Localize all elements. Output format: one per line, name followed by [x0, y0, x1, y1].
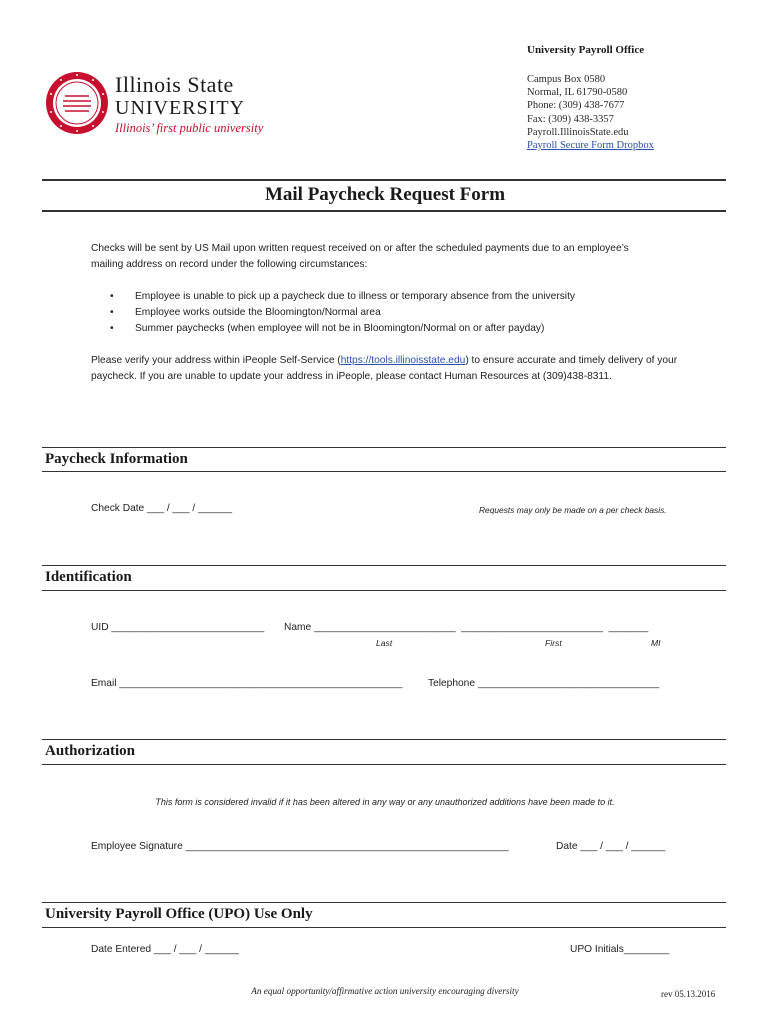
section-title-upo: University Payroll Office (UPO) Use Only [45, 906, 313, 922]
uid-field[interactable]: UID ___________________________ [91, 622, 265, 633]
verify-text-start: Please verify your address within iPeople Self-Service ( [91, 355, 341, 366]
contact-line: Phone: (309) 438-7677 [527, 100, 625, 112]
title-top-rule [42, 179, 726, 181]
signature-date-field[interactable]: Date ___ / ___ / ______ [556, 841, 666, 852]
university-seal-logo [44, 70, 110, 136]
verify-paragraph [91, 353, 691, 385]
contact-line: Payroll.IllinoisState.edu [527, 126, 629, 138]
name-field[interactable]: Name _________________________ _________________________ _______ [284, 622, 649, 633]
section-rule [42, 590, 726, 591]
list-item: • Summer paychecks (when employee will not be in Bloomington/Normal on or after payday) [110, 321, 575, 337]
section-title-identification: Identification [45, 569, 132, 585]
section-rule [42, 739, 726, 740]
first-name-label: First [545, 638, 562, 648]
invalid-form-note: This form is considered invalid if it has been altered in any way or any unauthorized additions have been made to it. [155, 797, 615, 807]
wordmark-tagline: Illinois’ first public university [115, 121, 264, 135]
contact-line: Campus Box 0580 [527, 74, 606, 85]
university-wordmark [115, 74, 263, 136]
email-field[interactable]: Email __________________________________________________ [91, 678, 403, 689]
circumstances-list [110, 289, 575, 338]
eeo-statement: An equal opportunity/affirmative action university encouraging diversity [251, 986, 519, 996]
title-bottom-rule [42, 210, 726, 212]
contact-block [527, 73, 654, 152]
wordmark-line-1: Illinois State [115, 72, 234, 97]
per-check-note: Requests may only be made on a per check basis. [479, 505, 667, 515]
revision-date: rev 05.13.2016 [661, 989, 716, 999]
section-rule [42, 447, 726, 448]
section-rule [42, 927, 726, 928]
dropbox-link[interactable]: Payroll Secure Form Dropbox [527, 140, 654, 152]
intro-paragraph: Checks will be sent by US Mail upon written request received on or after the scheduled payments due to an employee’s mailing address on record under the following circumstances: [91, 243, 629, 271]
middle-initial-label: MI [651, 638, 661, 648]
telephone-field[interactable]: Telephone ________________________________ [428, 678, 660, 689]
list-item: • Employee is unable to pick up a paycheck due to illness or temporary absence from the university [110, 289, 575, 305]
section-rule [42, 471, 726, 472]
last-name-label: Last [376, 638, 393, 648]
list-item: • Employee works outside the Bloomington/Normal area [110, 305, 575, 321]
office-name: University Payroll Office [527, 44, 645, 56]
upo-initials-field[interactable]: UPO Initials________ [570, 944, 670, 955]
verify-text-end: ) to ensure accurate and timely delivery of your paycheck. If you are unable to update your address in iPeople, please contact Human Resources at (309)438-8311. [91, 355, 678, 383]
section-title-paycheck: Paycheck Information [45, 451, 188, 467]
contact-line: Normal, IL 61790-0580 [527, 87, 628, 99]
contact-line: Fax: (309) 438-3357 [527, 113, 614, 125]
section-rule [42, 565, 726, 566]
form-title: Mail Paycheck Request Form [264, 184, 506, 205]
date-entered-field[interactable]: Date Entered ___ / ___ / ______ [91, 944, 239, 955]
section-rule [42, 764, 726, 765]
section-rule [42, 902, 726, 903]
section-title-authorization: Authorization [45, 743, 135, 759]
employee-signature-field[interactable]: Employee Signature _________________________________________________________ [91, 841, 509, 852]
ipeople-link[interactable]: https://tools.illinoisstate.edu [340, 355, 466, 366]
check-date-field[interactable]: Check Date ___ / ___ / ______ [91, 503, 233, 514]
wordmark-line-2: UNIVERSITY [115, 97, 245, 119]
